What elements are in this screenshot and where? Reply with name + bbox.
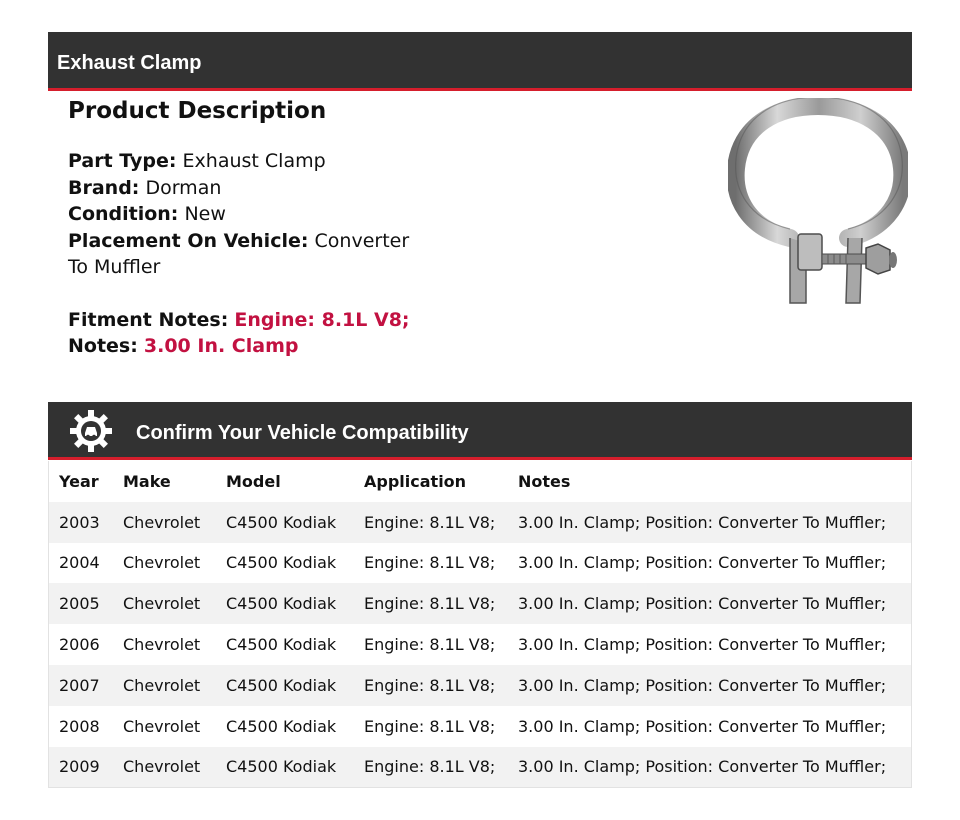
title-bar (48, 32, 912, 91)
product-image (728, 98, 908, 318)
part-type-value: Exhaust Clamp (182, 150, 326, 172)
cell-notes: 3.00 In. Clamp; Position: Converter To Muffler; (518, 757, 887, 777)
cell-make: Chevrolet (123, 594, 201, 614)
cell-application: Engine: 8.1L V8; (364, 512, 496, 532)
table-row (49, 543, 911, 584)
cell-notes: 3.00 In. Clamp; Position: Converter To Muffler; (518, 716, 887, 736)
placement-line (68, 228, 428, 281)
cell-notes: 3.00 In. Clamp; Position: Converter To Muffler; (518, 553, 887, 573)
table-row (49, 624, 911, 665)
cell-year: 2005 (59, 594, 100, 614)
cell-make: Chevrolet (123, 716, 201, 736)
cell-make: Chevrolet (123, 553, 201, 573)
column-header-application: Application (364, 471, 467, 491)
cell-model: C4500 Kodiak (226, 716, 337, 736)
cell-model: C4500 Kodiak (226, 635, 337, 655)
fitment-value: Engine: 8.1L V8; (234, 308, 410, 331)
compatibility-title: Confirm Your Vehicle Compatibility (136, 422, 469, 444)
cell-year: 2003 (59, 512, 100, 532)
cell-make: Chevrolet (123, 757, 201, 777)
product-title: Exhaust Clamp (57, 52, 202, 74)
cell-model: C4500 Kodiak (226, 757, 337, 777)
table-header-row (49, 461, 911, 502)
cell-notes: 3.00 In. Clamp; Position: Converter To Muffler; (518, 635, 887, 655)
cell-make: Chevrolet (123, 635, 201, 655)
cell-notes: 3.00 In. Clamp; Position: Converter To Muffler; (518, 675, 887, 695)
part-type-label: Part Type: (68, 150, 177, 172)
table-row (49, 502, 911, 543)
cell-notes: 3.00 In. Clamp; Position: Converter To Muffler; (518, 512, 887, 532)
cell-year: 2007 (59, 675, 100, 695)
compatibility-table (48, 461, 912, 788)
cell-application: Engine: 8.1L V8; (364, 635, 496, 655)
column-header-year: Year (59, 471, 99, 491)
cell-application: Engine: 8.1L V8; (364, 594, 496, 614)
cell-application: Engine: 8.1L V8; (364, 716, 496, 736)
fitment-line (68, 307, 428, 334)
fitment-label: Fitment Notes: (68, 308, 229, 331)
cell-year: 2009 (59, 757, 100, 777)
product-description (68, 96, 428, 360)
column-header-make: Make (123, 471, 171, 491)
cell-model: C4500 Kodiak (226, 553, 337, 573)
cell-application: Engine: 8.1L V8; (364, 553, 496, 573)
notes-value: 3.00 In. Clamp (143, 335, 299, 357)
cell-make: Chevrolet (123, 512, 201, 532)
placement-label: Placement On Vehicle: (68, 229, 309, 252)
cell-make: Chevrolet (123, 675, 201, 695)
notes-line (68, 333, 428, 360)
placement-value: Converter To Muffler (68, 229, 410, 278)
column-header-model: Model (226, 471, 281, 491)
brand-label: Brand: (68, 176, 140, 199)
compatibility-bar (48, 402, 912, 460)
table-row (49, 706, 911, 747)
brand-line (68, 175, 428, 202)
description-heading: Product Description (68, 98, 327, 124)
cell-notes: 3.00 In. Clamp; Position: Converter To Muffler; (518, 594, 887, 614)
cell-model: C4500 Kodiak (226, 675, 337, 695)
cell-year: 2008 (59, 716, 100, 736)
table-row (49, 583, 911, 624)
cell-year: 2004 (59, 553, 100, 573)
condition-value: New (184, 203, 226, 225)
gear-car-icon (69, 409, 113, 453)
part-type-line (68, 148, 428, 175)
column-header-notes: Notes (518, 471, 571, 491)
notes-label: Notes: (68, 335, 138, 357)
cell-model: C4500 Kodiak (226, 594, 337, 614)
cell-year: 2006 (59, 635, 100, 655)
brand-value: Dorman (145, 176, 222, 199)
cell-application: Engine: 8.1L V8; (364, 757, 496, 777)
condition-label: Condition: (68, 203, 179, 225)
table-row (49, 747, 911, 788)
cell-model: C4500 Kodiak (226, 512, 337, 532)
cell-application: Engine: 8.1L V8; (364, 675, 496, 695)
condition-line (68, 201, 428, 228)
table-row (49, 665, 911, 706)
